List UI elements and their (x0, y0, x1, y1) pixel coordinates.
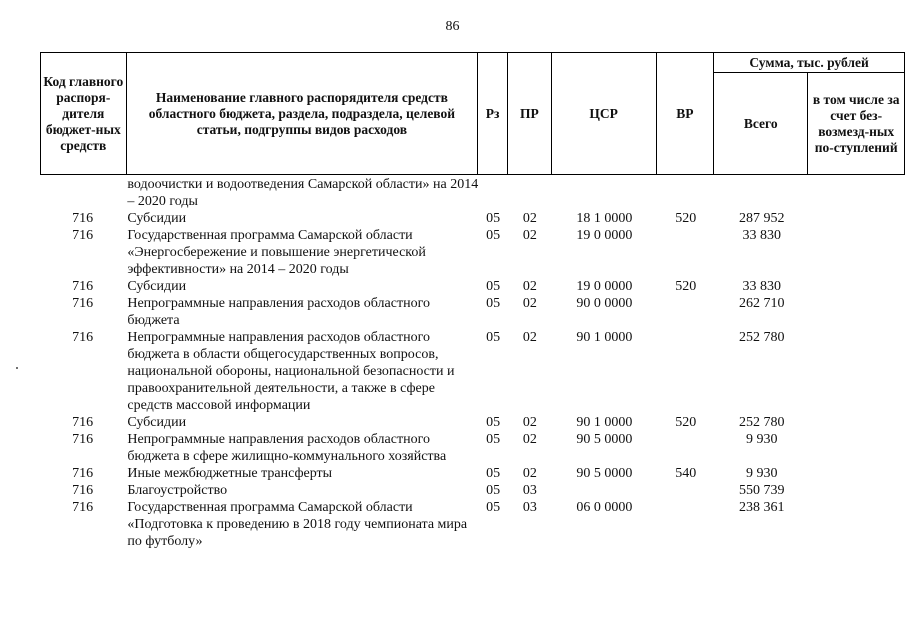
cell-rz: 05 (486, 228, 501, 243)
table-row (40, 176, 905, 210)
cell-vr (657, 176, 715, 210)
cell-name: Государственная программа Самарской области «Энергосбережение и повышение энергетической эффективности» на 2014 – 2020 годы (127, 228, 426, 277)
cell-name: Государственная программа Самарской области «Подготовка к проведению в 2018 году чемпионата мира по футболу» (127, 500, 468, 549)
cell-kod: 716 (72, 228, 94, 243)
cell-pr: 02 (522, 330, 537, 345)
table-row (40, 482, 905, 499)
header-kod: Код главного распоря-дителя бюджет-ных средств (41, 53, 127, 175)
cell-bezvozmezd (809, 176, 905, 210)
header-csr: ЦСР (551, 53, 656, 175)
table-header (40, 52, 905, 175)
cell-total: 287 952 (738, 211, 785, 226)
cell-name: Субсидии (127, 211, 187, 226)
cell-vr: 540 (675, 466, 697, 481)
cell-total: 238 361 (738, 500, 785, 515)
cell-vr (657, 329, 715, 414)
table-row (40, 210, 905, 227)
cell-kod: 716 (72, 330, 94, 345)
cell-vr (657, 431, 715, 465)
table-row (40, 414, 905, 431)
cell-kod: 716 (72, 500, 94, 515)
cell-bezvozmezd (809, 499, 905, 550)
cell-total (715, 176, 809, 210)
cell-kod: 716 (72, 432, 94, 447)
cell-pr: 02 (522, 211, 537, 226)
cell-kod (40, 176, 125, 210)
cell-pr (508, 176, 552, 210)
header-vr: ВР (656, 53, 713, 175)
cell-total: 252 780 (738, 415, 785, 430)
cell-csr: 19 0 0000 (576, 228, 633, 243)
cell-pr: 03 (522, 500, 537, 515)
cell-csr: 90 1 0000 (576, 330, 633, 345)
cell-kod: 716 (72, 415, 94, 430)
cell-bezvozmezd (809, 210, 905, 227)
cell-name: Непрограммные направления расходов областного бюджета (127, 296, 430, 328)
cell-bezvozmezd (809, 431, 905, 465)
cell-total: 9 930 (745, 432, 778, 447)
cell-kod: 716 (72, 483, 94, 498)
table-row (40, 329, 905, 414)
cell-csr: 90 1 0000 (576, 415, 633, 430)
cell-csr: 90 0 0000 (576, 296, 633, 311)
cell-kod: 716 (72, 279, 94, 294)
page-number: 86 (445, 19, 460, 34)
cell-csr: 18 1 0000 (576, 211, 633, 226)
cell-vr (657, 295, 715, 329)
table-row (40, 278, 905, 295)
cell-pr: 02 (522, 432, 537, 447)
header-pr: ПР (507, 53, 551, 175)
cell-bezvozmezd (809, 482, 905, 499)
cell-total: 33 830 (742, 228, 781, 243)
cell-pr: 02 (522, 296, 537, 311)
cell-total: 33 830 (742, 279, 781, 294)
cell-vr: 520 (675, 211, 697, 226)
cell-total: 262 710 (738, 296, 785, 311)
cell-total: 252 780 (738, 330, 785, 345)
header-name: Наименование главного распорядителя средств областного бюджета, раздела, подраздела, целевой статьи, подгруппы видов расходов (126, 53, 478, 175)
cell-rz: 05 (486, 415, 501, 430)
cell-name: Субсидии (127, 279, 187, 294)
cell-total: 550 739 (738, 483, 785, 498)
cell-pr: 02 (522, 466, 537, 481)
cell-name: Непрограммные направления расходов областного бюджета в сфере жилищно-коммунального хозяйства (127, 432, 447, 464)
header-bezvozmezd: в том числе за счет без-возмезд-ных по-ступлений (808, 73, 905, 175)
cell-bezvozmezd (809, 278, 905, 295)
cell-csr: 90 5 0000 (576, 432, 633, 447)
cell-vr (657, 482, 715, 499)
table-row (40, 227, 905, 278)
cell-bezvozmezd (809, 414, 905, 431)
header-vsego: Всего (714, 73, 808, 175)
cell-vr: 520 (675, 415, 697, 430)
header-rz: Рз (478, 53, 508, 175)
cell-bezvozmezd (809, 227, 905, 278)
cell-rz: 05 (486, 466, 501, 481)
table-row (40, 295, 905, 329)
table-row (40, 465, 905, 482)
cell-rz: 05 (486, 211, 501, 226)
cell-bezvozmezd (809, 295, 905, 329)
cell-vr (657, 227, 715, 278)
budget-table-body (40, 176, 905, 550)
cell-rz (478, 176, 508, 210)
cell-pr: 02 (522, 228, 537, 243)
cell-rz: 05 (486, 330, 501, 345)
cell-name: Иные межбюджетные трансферты (127, 466, 333, 481)
table-row (40, 499, 905, 550)
cell-bezvozmezd (809, 465, 905, 482)
cell-bezvozmezd (809, 329, 905, 414)
cell-csr (552, 482, 657, 499)
cell-vr (657, 499, 715, 550)
cell-kod: 716 (72, 211, 94, 226)
cell-name: Благоустройство (127, 483, 228, 498)
cell-csr: 06 0 0000 (576, 500, 633, 515)
cell-csr: 19 0 0000 (576, 279, 633, 294)
header-summa: Сумма, тыс. рублей (714, 53, 905, 73)
cell-rz: 05 (486, 296, 501, 311)
cell-rz: 05 (486, 483, 501, 498)
cell-pr: 03 (522, 483, 537, 498)
cell-rz: 05 (486, 500, 501, 515)
cell-kod: 716 (72, 466, 94, 481)
cell-pr: 02 (522, 415, 537, 430)
cell-kod: 716 (72, 296, 94, 311)
cell-rz: 05 (486, 432, 501, 447)
scan-speck (16, 367, 18, 369)
cell-csr: 90 5 0000 (576, 466, 633, 481)
cell-rz: 05 (486, 279, 501, 294)
cell-name: Непрограммные направления расходов областного бюджета в области общегосударственных вопросов, национальной обороны, национальной безопасности и правоохранительной деятельности, а также в сфере средств массовой информации (127, 330, 455, 413)
cell-vr: 520 (675, 279, 697, 294)
cell-name: Субсидии (127, 415, 187, 430)
cell-csr (552, 176, 657, 210)
cell-total: 9 930 (745, 466, 778, 481)
cell-pr: 02 (522, 279, 537, 294)
table-row (40, 431, 905, 465)
cell-name: водоочистки и водоотведения Самарской области» на 2014 – 2020 годы (127, 177, 479, 209)
